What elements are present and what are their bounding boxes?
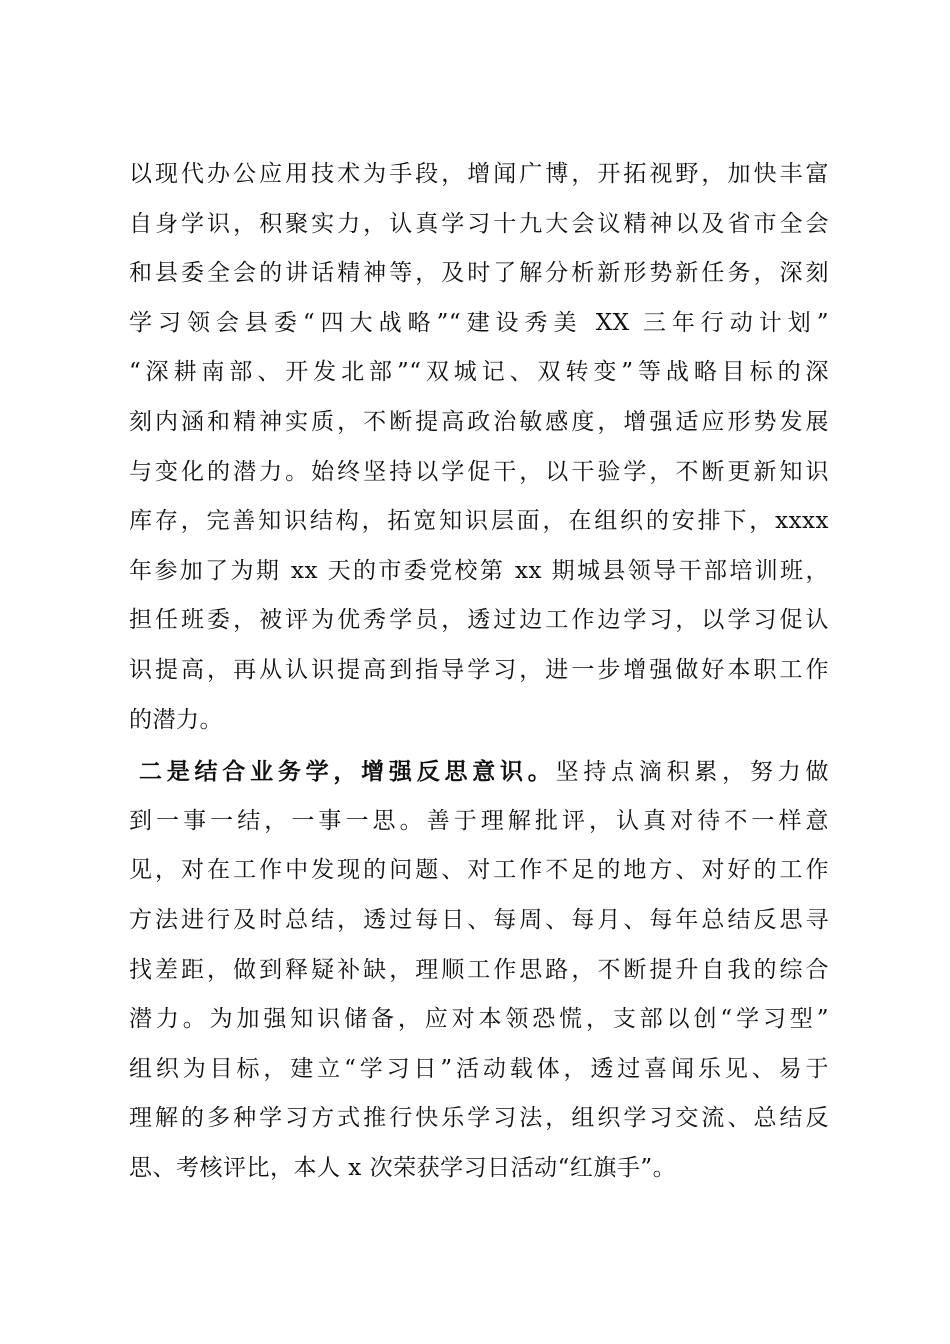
- paragraph-line: 刻内涵和精神实质，不断提高政治敏感度，增强适应形势发展: [129, 408, 829, 435]
- paragraph-line: 学习领会县委“四大战略”“建设秀美 XX 三年行动计划”: [129, 309, 829, 336]
- paragraph-line: 识提高，再从认识提高到指导学习，进一步增强做好本职工作: [129, 656, 829, 683]
- paragraph-first-line: [129, 747, 829, 797]
- paragraph-line: 思、考核评比，本人 x 次荣获学习日活动“红旗手”。: [129, 1154, 677, 1181]
- paragraph-line: 组织为目标，建立“学习日”活动载体，透过喜闻乐见、易于: [129, 1055, 829, 1082]
- paragraph-2: [129, 747, 829, 1193]
- paragraph-line: 方法进行及时总结，透过每日、每周、每月、每年总结反思寻: [129, 906, 829, 933]
- paragraph-line: 年参加了为期 xx 天的市委党校第 xx 期城县领导干部培训班，: [129, 557, 829, 584]
- paragraph-line: 理解的多种学习方式推行快乐学习法，组织学习交流、总结反: [129, 1105, 829, 1132]
- paragraph-first-line-text: 坚持点滴积累，努力做: [555, 759, 830, 786]
- paragraph-line: 自身学识，积聚实力，认真学习十九大会议精神以及省市全会: [129, 210, 829, 237]
- paragraph-line: 见，对在工作中发现的问题、对工作不足的地方、对好的工作: [129, 857, 829, 884]
- paragraph-line: 担任班委，被评为优秀学员，透过边工作边学习，以学习促认: [129, 607, 829, 634]
- paragraph-1: [129, 150, 829, 745]
- document-body: [129, 150, 829, 1193]
- paragraph-line: 与变化的潜力。始终坚持以学促干，以干验学，不断更新知识: [129, 458, 829, 485]
- paragraph-line: 以现代办公应用技术为手段，增闻广博，开拓视野，加快丰富: [129, 161, 829, 187]
- paragraph-line: 和县委全会的讲话精神等，及时了解分析新形势新任务，深刻: [129, 260, 829, 287]
- paragraph-line: 库存，完善知识结构，拓宽知识层面，在组织的安排下，xxxx: [129, 508, 829, 535]
- paragraph-line: 潜力。为加强知识储备，应对本领恐慌，支部以创“学习型”: [129, 1006, 829, 1033]
- paragraph-line: 到一事一结，一事一思。善于理解批评，认真对待不一样意: [129, 807, 829, 834]
- paragraph-line: 的潜力。: [129, 706, 223, 733]
- paragraph-heading: 二是结合业务学，增强反思意识。: [139, 758, 556, 786]
- paragraph-line: 找差距，做到释疑补缺，理顺工作思路，不断提升自我的综合: [129, 956, 829, 983]
- paragraph-line: “深耕南部、开发北部”“双城记、双转变”等战略目标的深: [129, 359, 829, 386]
